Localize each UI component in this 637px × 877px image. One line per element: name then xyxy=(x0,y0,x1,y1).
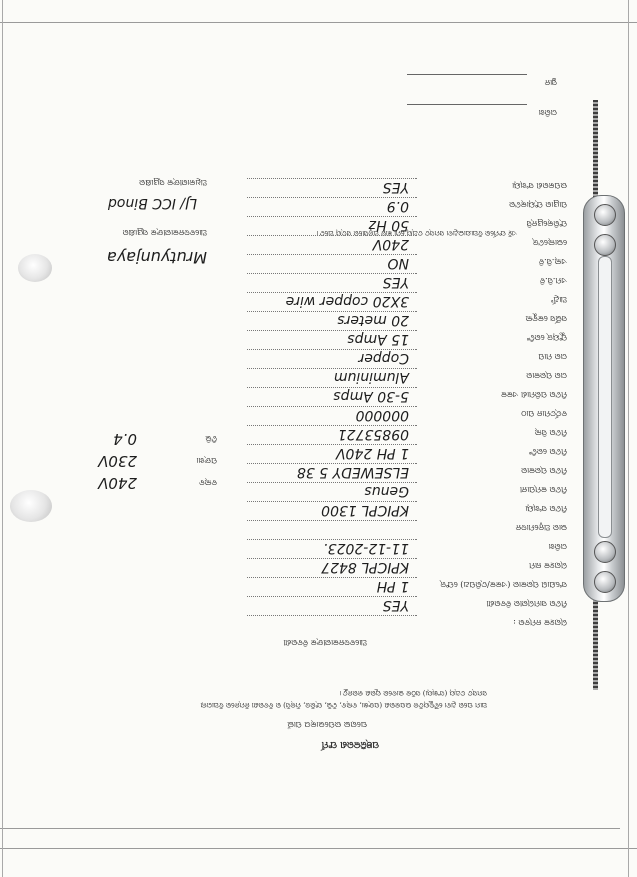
binder-rivet xyxy=(594,571,616,593)
field-label: ମିଟର ସଂଖ୍ୟା xyxy=(525,504,567,513)
binder-rivet xyxy=(594,234,616,256)
field-value: Copper xyxy=(358,350,409,366)
page-edge-left xyxy=(2,0,3,877)
page-edge-bottom xyxy=(0,828,620,829)
right-field-value: 0.4 xyxy=(113,430,137,448)
field-label: ଗ୍ରାହକ ନମ୍ବର : xyxy=(513,618,567,627)
field-value: NO xyxy=(387,255,409,271)
field-value: 000000 xyxy=(355,407,409,423)
page-edge-right xyxy=(628,0,629,877)
place-line xyxy=(407,74,527,75)
field-value: 11-12-2023. xyxy=(323,540,409,556)
field-label: ମିଟର ସାମଗ୍ରୀର ବିବରଣୀ xyxy=(486,599,567,608)
field-label: ବର୍ତ୍ତମାନ ପାଠ xyxy=(521,409,567,418)
date-line xyxy=(407,104,527,105)
form-title: ପଞ୍ଜିକରଣ ଫର୍ମ xyxy=(321,739,379,749)
page-edge-top xyxy=(0,22,637,23)
field-label: ପାୱାର ଫ୍ୟାକ୍ଟର xyxy=(509,200,567,209)
field-label: ଗ୍ରାହକ ନାମ xyxy=(528,561,567,570)
right-field-label: ବଲ୍ବ xyxy=(199,478,217,487)
field-value: 5-30 Amps xyxy=(333,388,409,404)
applicant-signature-label: ଆବେଦନକାରୀଙ୍କ ସ୍ୱାକ୍ଷର xyxy=(122,228,207,237)
field-value: 50 Hz xyxy=(368,217,409,233)
field-value: KPICPL 8427 xyxy=(321,559,409,575)
place-label: ସ୍ଥାନ xyxy=(544,78,557,87)
field-label: ମିଟର ରେଟିଂ xyxy=(529,447,567,456)
field-value: 09853721 xyxy=(337,426,409,442)
binder-wire-top xyxy=(593,100,598,210)
officer-signature-label: ଅଧିକାରୀଙ୍କ ସ୍ୱାକ୍ଷର xyxy=(139,178,207,187)
field-label: ମିଟର ପ୍ରକାର xyxy=(521,466,567,475)
field-value: 0.9 xyxy=(386,198,409,214)
field-value: YES xyxy=(382,274,409,290)
page-edge-bottom-2 xyxy=(0,848,637,849)
field-label: ଆର୍ଥିଂ xyxy=(551,295,567,304)
field-value: 1 PH 240V xyxy=(335,445,409,461)
field-label: ମିଟର ପରିମାଣ ଏକକ xyxy=(500,390,567,399)
binder-rivet xyxy=(594,541,616,563)
field-value: 240V xyxy=(372,236,409,252)
field-label: ସଂଯୋଗ ପ୍ରକାର (ଏକକ/ତ୍ରିପଥ) ଫେଜ୍ xyxy=(440,580,567,589)
field-value: 3X20 copper wire xyxy=(285,293,409,309)
opening-note-2: ସମସ୍ତ ତଥ୍ୟ (ସଂଖ୍ୟା) ସଠିକ ଭାବରେ ପୂରଣ କରନ୍ତୁ। xyxy=(339,689,487,697)
section-title: ଘରୋଇ ଉପଭୋକ୍ତା ପାଇଁ xyxy=(287,720,367,729)
field-label: ଏମ.ସି.ବି xyxy=(539,276,567,285)
field-label: ଏଲ୍.ସି.ବି xyxy=(538,257,567,266)
binder-slot xyxy=(598,256,612,538)
field-label: ସର୍ଭିସ କେବୁଲ xyxy=(525,314,567,323)
field-label: ମିଟର ସିଲ୍ xyxy=(534,428,567,437)
field-value: 15 Amps xyxy=(347,331,409,347)
right-field-label: ପଙ୍ଖା xyxy=(196,456,217,465)
metal-binder-clip xyxy=(583,195,625,602)
field-label: ଫ୍ରିକ୍ୱେନ୍ସି xyxy=(526,219,567,228)
field-value: KPICPL 1300 xyxy=(321,502,409,518)
right-field-label: ଟିଭି xyxy=(205,434,217,443)
punch-hole-top xyxy=(18,254,52,282)
officer-signature: LJ/ ICC Binod xyxy=(107,195,197,211)
field-value: YES xyxy=(382,179,409,195)
punch-hole-bottom xyxy=(10,490,52,522)
field-line xyxy=(247,520,417,521)
field-value: ELSEWEDY 5 38 xyxy=(296,464,409,480)
applicant-signature: Mrutyunjaya xyxy=(106,248,207,267)
field-label: ତାର ପ୍ରକାର xyxy=(526,371,567,380)
field-label: ତାରିଖ xyxy=(548,542,567,551)
right-field-value: 240V xyxy=(98,474,137,492)
opening-note: ଆମ ଘରେ ଥିବା ବୈଦ୍ୟୁତିକ ଉପକରଣ (ପଙ୍ଖା, ବଲ୍ବ, ଟିଭି, ଫ୍ରିଜ, ମିକ୍ସି) ର ବିବରଣୀ ନିମ୍ନରେ ଦିଆଗଲା xyxy=(200,701,487,709)
field-label: ଭୋଲ୍ଟେଜ୍ xyxy=(532,238,567,247)
binder-rivet xyxy=(594,204,616,226)
field-label: ମିଟର କମ୍ପାନୀ xyxy=(519,485,567,494)
field-label: ଭାର ଅନୁମୋଦନ xyxy=(515,523,567,532)
binder-wire-bottom xyxy=(593,590,598,690)
field-label: ତାର ମାପ xyxy=(538,352,567,361)
field-value: Genus xyxy=(364,483,409,499)
right-field-value: 230V xyxy=(98,452,137,470)
date-label: ତାରିଖ xyxy=(538,108,557,117)
field-line xyxy=(247,615,417,616)
field-label: ଉପକରଣ ସଂଖ୍ୟା xyxy=(512,181,567,190)
field-value: 1 PH xyxy=(376,578,409,594)
form-subtitle: ଆବେଦନକାରୀଙ୍କ ବିବରଣୀ xyxy=(283,638,367,647)
declaration: ଏହି ଫର୍ମରେ ଦିଆଯାଇଥିବା ସମସ୍ତ ତଥ୍ୟ ମୋ ଜ୍ଞାନ ଅନୁସାରେ ସତ୍ୟ ଅଟେ। xyxy=(316,229,517,237)
field-value: Aluminium xyxy=(333,369,409,385)
field-label: ଫ୍ୟୁଜ୍ ରେଟିଂ xyxy=(526,333,567,342)
field-value: YES xyxy=(382,597,409,613)
field-value: 20 meters xyxy=(337,312,409,328)
